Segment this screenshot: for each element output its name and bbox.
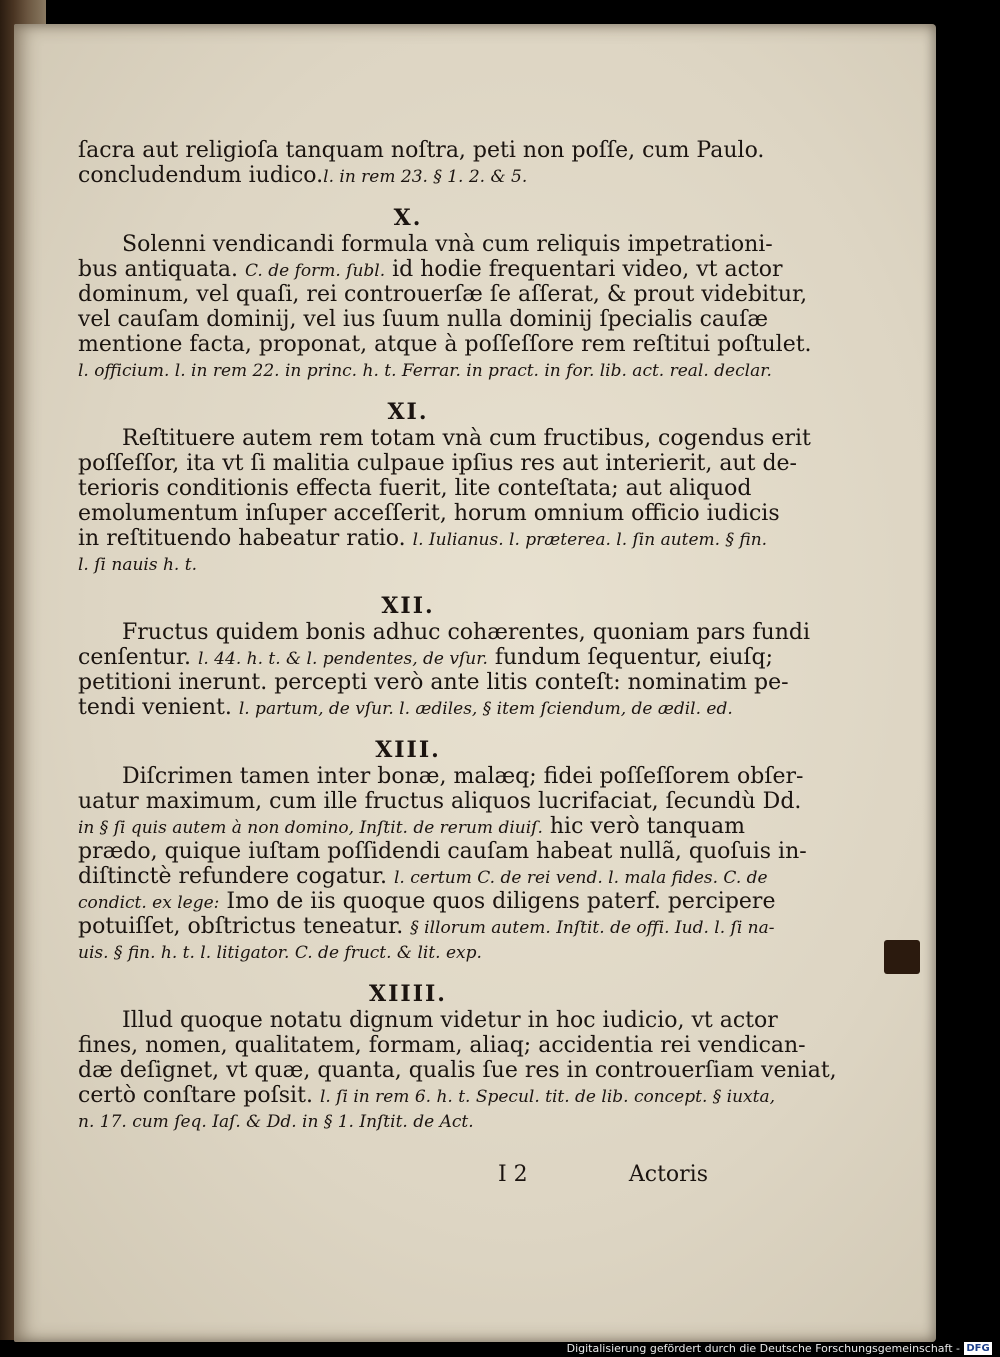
body-text: mentione facta, proponat, atque à poſſeſſore rem reſtitui poſtulet. [78, 332, 812, 357]
text-line [78, 1108, 738, 1133]
text-line [78, 1008, 778, 1033]
body-text: cenſentur. [78, 645, 198, 670]
citation-text: C. de form. ſubl. [245, 261, 386, 281]
body-text: ſacra aut religioſa tanquam noſtra, peti non poſſe, cum Paulo. [78, 138, 765, 163]
body-text: emolumentum inſuper acceſſerit, horum omnium officio iudicis [78, 501, 780, 526]
page-text [78, 138, 837, 1149]
body-text: fundum ſequentur, eiuſq; [487, 645, 773, 670]
body-text: concludendum iudico. [78, 163, 324, 188]
text-line [78, 814, 745, 839]
body-text: uatur maximum, cum ille fructus aliquos lucrifaciat, ſecundù Dd. [78, 789, 802, 814]
body-text: id hodie frequentari video, vt actor [385, 257, 783, 282]
paragraph-gap [78, 1133, 738, 1149]
text-line [78, 232, 773, 257]
citation-text: uis. § fin. h. t. l. litigator. C. de fruct. & lit. exp. [78, 943, 482, 963]
text-line [78, 257, 783, 282]
citation-text: l. ſi nauis h. t. [78, 555, 197, 575]
text-line [78, 914, 775, 939]
citation-text: in § ſi quis autem à non domino, Inſtit. de rerum diuiſ. [78, 818, 543, 838]
citation-text: l. Iulianus. l. præterea. l. ſin autem. § fin. [412, 530, 768, 550]
body-text: Solenni vendicandi formula vnà cum reliquis impetrationi- [122, 232, 773, 257]
section-heading: XI. [387, 399, 429, 425]
body-text: in reſtituendo habeatur ratio. [78, 526, 413, 551]
text-line [78, 864, 768, 889]
text-line [78, 839, 807, 864]
text-line [78, 501, 780, 526]
text-line [78, 451, 797, 476]
funding-credit: Digitalisierung gefördert durch die Deutsche Forschungsgemeinschaft - [566, 1342, 960, 1355]
dfg-logo: DFG [964, 1342, 992, 1355]
text-line [78, 476, 752, 501]
text-line [78, 789, 802, 814]
text-line [78, 1058, 837, 1083]
citation-text: condict. ex lege: [78, 893, 220, 913]
body-text: bus antiquata. [78, 257, 246, 282]
text-line [78, 764, 804, 789]
body-text: Reſtituere autem rem totam vnà cum fructibus, cogendus erit [122, 426, 811, 451]
body-text: potuiſſet, obſtrictus teneatur. [78, 914, 411, 939]
body-text: dominum, vel quaſi, rei controuerſæ ſe aſſerat, & prout videbitur, [78, 282, 808, 307]
page-footer [78, 1162, 708, 1192]
citation-text: l. 44. h. t. & l. pendentes, de vſur. [197, 649, 488, 669]
text-line [78, 332, 812, 357]
text-line [78, 1083, 776, 1108]
body-text: certò conſtare poſsit. [78, 1083, 320, 1108]
citation-text: l. officium. l. in rem 22. in princ. h. t. Ferrar. in pract. in for. lib. act. real. declar. [78, 361, 772, 381]
text-line [78, 939, 738, 964]
citation-text: l. certum C. de rei vend. l. mala fides. C. de [394, 868, 768, 888]
body-text: poſſeſſor, ita vt ſi malitia culpaue ipſius res aut interierit, aut de- [78, 451, 797, 476]
body-text: Illud quoque notatu dignum videtur in hoc iudicio, vt actor [122, 1008, 778, 1033]
text-line [78, 551, 738, 576]
paragraph-gap [78, 964, 738, 980]
citation-text: l. ſi in rem 6. h. t. Specul. tit. de lib. concept. § iuxta, [319, 1087, 776, 1107]
citation-text: l. in rem 23. § 1. 2. & 5. [323, 167, 528, 187]
section-heading: XIII. [375, 737, 441, 763]
catchword: Actoris [628, 1162, 708, 1187]
text-line [78, 526, 768, 551]
paragraph-gap [78, 382, 738, 398]
text-line [78, 889, 776, 914]
citation-text: § illorum autem. Inſtit. de offi. Iud. l. ſi na- [410, 918, 775, 938]
citation-text: n. 17. cum ſeq. Iaſ. & Dd. in § 1. Inſtit. de Act. [78, 1112, 474, 1132]
body-text: diſtinctè refundere cogatur. [78, 864, 394, 889]
body-text: Fructus quidem bonis adhuc cohærentes, quoniam pars fundi [122, 620, 811, 645]
text-line [78, 163, 738, 188]
text-line [78, 282, 808, 307]
paragraph-gap [78, 188, 738, 204]
signature-mark: I 2 [498, 1162, 528, 1187]
text-line [78, 138, 765, 163]
body-text: tendi venient. [78, 695, 239, 720]
body-text: petitioni inerunt. percepti verò ante litis conteſt: nominatim pe- [78, 670, 789, 695]
text-line [78, 357, 772, 382]
body-text: vel cauſam dominij, vel ius ſuum nulla dominij ſpecialis cauſæ [78, 307, 769, 332]
body-text: dæ deſignet, vt quæ, quanta, qualis ſue res in controuerſiam veniat, [78, 1058, 837, 1083]
page-tab-marker [884, 940, 920, 974]
text-line [78, 695, 738, 720]
section-heading: XII. [381, 593, 435, 619]
body-text: Imo de iis quoque quos diligens paterf. percipere [219, 889, 776, 914]
body-text: fines, nomen, qualitatem, formam, aliaq; accidentia rei vendican- [78, 1033, 806, 1058]
body-text: hic verò tanquam [542, 814, 745, 839]
text-line [78, 1033, 806, 1058]
text-line [78, 426, 811, 451]
paragraph-gap [78, 720, 738, 736]
section-heading: X. [393, 205, 423, 231]
text-line [78, 670, 789, 695]
text-line [78, 645, 773, 670]
text-line [78, 620, 811, 645]
body-text: terioris conditionis effecta fuerit, lite conteſtata; aut aliquod [78, 476, 752, 501]
body-text: Diſcrimen tamen inter bonæ, malæq; fidei poſſeſſorem obſer- [122, 764, 804, 789]
citation-text: l. partum, de vſur. l. ædiles, § item ſciendum, de ædil. ed. [238, 699, 733, 719]
text-line [78, 307, 769, 332]
body-text: prædo, quique iuſtam poſſidendi cauſam habeat nullã, quoſuis in- [78, 839, 807, 864]
section-heading: XIIII. [369, 981, 447, 1007]
paragraph-gap [78, 576, 738, 592]
